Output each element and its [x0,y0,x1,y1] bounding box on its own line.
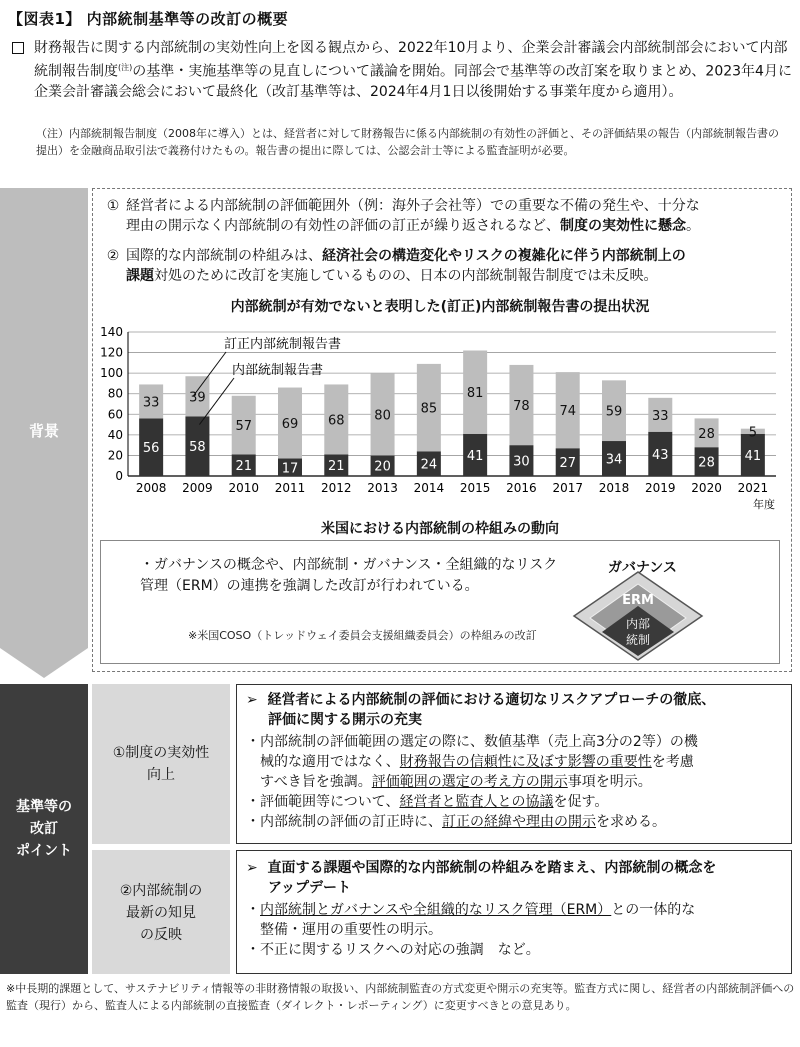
point-1-line-1: ・内部統制の評価範囲の選定の際に、数値基準（売上高3分の2等）の機 [246,734,698,750]
data-label-corrected: 59 [605,404,623,420]
point-1-line-2a: 械的な適用ではなく、 [260,754,400,770]
data-label-report: 21 [235,459,252,475]
point-1-line-4a: ・評価範囲等について、 [246,794,400,810]
annotation-corrected: 訂正内部統制報告書 [224,337,342,352]
arrow-bullet-icon: ➢ [246,860,268,876]
note-marker: (注) [118,63,133,72]
data-label-corrected: 68 [328,413,345,429]
data-label-corrected: 28 [698,426,715,442]
point-1-line-3a: すべき旨を強調。 [260,774,372,790]
point-2-label-line-1: ②内部統制の [119,883,203,899]
footnote: （注）内部統制報告制度（2008年に導入）とは、経営者に対して財務報告に係る内部統制の有効性の評価と、その評価結果の報告（内部統制報告書の提出）を金融商品取引法で義務付けたもの。報告書の提出に際しては、公認会計士等による監査証明が必要。 [36,127,779,157]
point-1-label-line-1: ①制度の実効性 [112,745,210,761]
data-label-report: 24 [420,457,438,473]
data-label-report: 34 [605,452,623,468]
intro-text-2: の基準・実施基準等の見直しについて議論を開始。同部会で基準等の改訂案を取りまとめ、2023年4月に企業会計審議会総会において最終化（改訂基準等は、2024年4月1日以後開始する事業年度から適用）。 [34,63,792,100]
data-label-corrected: 5 [748,425,757,441]
point-2-line-1u: 内部統制とガバナンスや全組織的なリスク管理（ERM） [260,902,612,918]
point-2-line-2: 整備・運用の重要性の明示。 [260,922,442,938]
data-label-report: 21 [328,459,345,475]
data-label-corrected: 85 [420,401,438,417]
data-label-report: 27 [559,456,576,472]
points-label [0,796,88,862]
point-1-head-2: 評価に関する開示の充実 [268,712,422,728]
point-2-label-line-2: 最新の知見 [126,905,196,921]
point-1-line-5b: を求める。 [596,814,666,830]
point-1-head-1: 経営者による内部統制の評価における適切なリスクアプローチの徹底、 [267,692,716,708]
us-section-text: ・ガバナンスの概念や、内部統制・ガバナンス・全組織的なリスク管理（ERM）の連携を強調した改訂が行われている。 [140,557,558,594]
x-tick-label: 2019 [645,481,676,495]
x-tick-label: 2021 [737,481,769,495]
x-tick-label: 2011 [274,481,306,495]
annotation-report: 内部統制報告書 [232,363,324,378]
x-tick-label: 2008 [135,481,167,495]
data-label-corrected: 57 [235,419,252,435]
point-2-line-1a: ・ [246,902,260,918]
annotation-leader-line [193,352,226,396]
data-label-report: 20 [374,459,391,475]
data-label-corrected: 81 [466,386,484,402]
point-1-line-3u: 評価範囲の選定の考え方の開示 [371,774,568,790]
x-tick-label: 2013 [367,481,398,495]
data-label-corrected: 39 [189,390,206,406]
data-label-report: 41 [744,448,762,464]
item1-line-b: 理由の開示なく内部統制の有効性の評価の訂正が繰り返されるなど、 [126,218,560,234]
item1-bold: 制度の実効性に懸念 [560,218,686,234]
point-1-line-2u: 財務報告の信頼性に及ぼす影響の重要性 [399,754,652,770]
x-tick-label: 2018 [598,481,630,495]
point-2-head-2: アップデート [268,880,352,896]
data-label-corrected: 33 [652,408,669,424]
checkbox-square-icon [12,42,24,54]
data-label-corrected: 69 [281,417,299,433]
y-tick-label: 100 [100,366,123,381]
page-title: 【図表1】 内部統制基準等の改訂の概要 [8,10,289,28]
point-1-label-line-2: 向上 [147,767,175,783]
x-tick-label: 2009 [182,481,213,495]
y-tick-label: 0 [115,469,123,483]
y-tick-label: 140 [100,325,123,339]
data-label-report: 28 [698,455,715,471]
item1-line-a: 経営者による内部統制の評価範囲外（例：海外子会社等）での重要な不備の発生や、十分な [126,198,700,214]
point-1-line-5a: ・内部統制の評価の訂正時に、 [246,814,442,830]
x-tick-label: 2014 [413,481,445,495]
item-number-1: ① [106,198,120,214]
bar-chart [92,318,792,516]
y-tick-label: 40 [107,427,123,442]
data-label-report: 41 [466,448,484,464]
data-label-report: 30 [513,454,530,470]
background-item-2 [100,246,780,286]
y-tick-label: 80 [107,386,123,401]
data-label-report: 58 [189,440,206,456]
item2-line-a: 国際的な内部統制の枠組みは、 [126,248,322,264]
background-label: 背景 [28,422,59,440]
points-label-2: 改訂 [30,821,58,837]
x-tick-label: 2017 [552,481,583,495]
arrow-bullet-icon: ➢ [246,692,268,708]
governance-label: ガバナンス [608,560,677,576]
point-1-line-2b: を考慮 [651,754,694,770]
point-1-line-5u: 訂正の経緯や理由の開示 [442,814,596,830]
y-tick-label: 120 [100,345,123,360]
point-1-line-4b: を促す。 [553,794,609,810]
chart-title: 内部統制が有効でないと表明した(訂正)内部統制報告書の提出状況 [230,299,650,315]
point-1-content [246,690,786,832]
x-tick-label: 2015 [459,481,491,495]
points-label-1: 基準等の [16,799,72,815]
x-tick-label: 2010 [228,481,259,495]
point-1-label [92,742,230,786]
x-tick-label: 2012 [321,481,352,495]
point-2-label [92,880,230,946]
point-2-line-3: ・不正に関するリスクへの対応の強調 など。 [246,942,540,958]
background-item-1 [100,196,780,236]
point-2-label-line-3: の反映 [140,927,182,943]
x-tick-label: 2020 [691,481,722,495]
point-1-line-3b: 事項を明示。 [567,774,652,790]
y-tick-label: 60 [107,407,123,422]
item2-bold-2: 課題 [126,268,154,284]
us-section-note: ※米国COSO（トレッドウェイ委員会支援組織委員会）の枠組みの改訂 [188,629,537,642]
point-2-content [246,858,786,960]
points-label-3: ポイント [16,843,72,859]
data-label-corrected: 80 [374,408,391,424]
internal-control-label-1: 内部 [625,617,651,631]
data-label-report: 56 [142,441,160,457]
data-label-report: 17 [281,461,299,477]
item-number-2: ② [106,248,120,264]
point-2-head-1: 直面する課題や国際的な内部統制の枠組みを踏まえ、内部統制の概念を [267,860,717,876]
point-2-line-1b: との一体的な [611,902,696,918]
footer-note: ※中長期的課題として、サステナビリティ情報等の非財務情報の取扱い、内部統制監査の方式変更や開示の充実等。監査方式に関し、経営者の内部統制評価への監査（現行）から、監査人による内部統制の直接監査（ダイレクト・レポーティング）に変更すべきとの意見あり。 [6,982,795,1012]
item2-line-b: 対処のために改訂を実施しているものの、日本の内部統制報告制度では未反映。 [154,268,658,284]
internal-control-label-2: 統制 [625,633,651,647]
intro-paragraph [12,38,792,102]
data-label-corrected: 78 [513,399,530,415]
us-section-title: 米国における内部統制の枠組みの動向 [321,521,559,537]
y-tick-label: 20 [107,448,123,463]
intro-text-1: 財務報告に関する内部統制の実効性向上を図る観点から、2022年10月より、企業会計審議会内部統制部会において内部統制報告制度 [34,40,788,80]
data-label-report: 43 [652,447,669,463]
erm-label: ERM [622,593,654,608]
item1-end: 。 [686,218,700,234]
coso-diamond-diagram [568,566,708,666]
x-tick-label: 2016 [506,481,537,495]
point-1-line-4u: 経営者と監査人との協議 [399,794,554,810]
item2-bold-1: 経済社会の構造変化やリスクの複雑化に伴う内部統制上の [322,248,686,264]
x-axis-label: 年度 [753,498,775,511]
data-label-corrected: 74 [559,404,576,420]
data-label-corrected: 33 [142,395,160,411]
